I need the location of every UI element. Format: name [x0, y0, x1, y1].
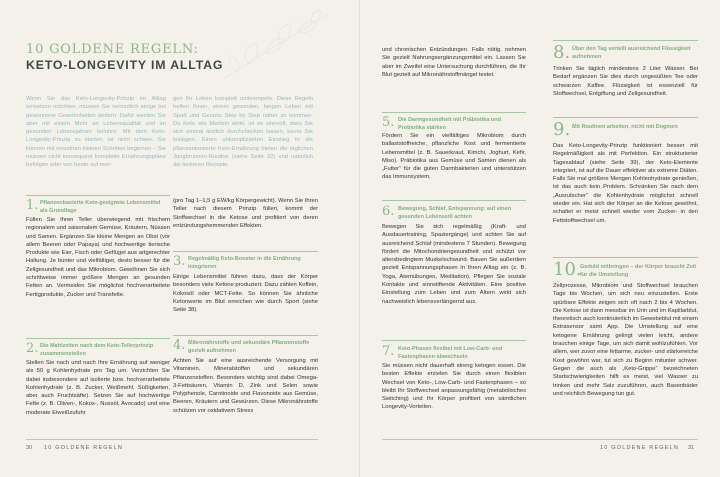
rule-6-number: 6.: [382, 204, 395, 219]
rule-1-heading: Pflanzenbasierte Keto-geeignete Lebensmittel als Grundlage: [40, 200, 161, 214]
rule-divider: [26, 338, 170, 339]
rule-7-text: Sie müssen nicht dauerhaft streng ketogen essen. Die besten Effekte erzielen Sie durch einen flexiblen Wechsel von Keto-, Low-Carb- und Fastenphasen – so bleibt Ihr Stoffwechsel anpassungsfähig (metabolisches Switching) und Ihr Körper profitiert von sämtlichen Longevity-Vorteilen.: [382, 363, 526, 411]
leaf-branch-icon: [220, 8, 335, 83]
rule-4-heading: Mikronährstoffe und sekundäre Pflanzenstoffe gezielt aufnehmen: [188, 340, 310, 354]
rule-3-heading: Regelmäßig Keto-Booster in die Ernährung integrieren: [188, 256, 301, 270]
rule-divider: [26, 195, 170, 196]
intro-text-col2: gen Ihr Leben komplett umkrempeln. Diese Regeln helfen Ihnen, einem gesunden, langen Leben mit Spaß und Genuss Step by Step näher zu kommen. Da Keto wie Medizin wirkt, ist es sinnvoll, dass Sie sich einmal ärztlich durchchecken lassen, bevor Sie loslegen. Einen unkomplizierten Einstieg in die pflanzenbasierte Keto-Ernährung bieten die täglichen Jungbrunnen-Routine (siehe Seite 32) und natürlich die leckeren Rezepte.: [173, 96, 313, 169]
rule-6-text: Bewegen Sie sich regelmäßig (Kraft- und Ausdauertraining, Spaziergänge) und achten Sie auf ausreichend Schlaf (mindestens 7 Stunden). Bewegung fördert die Mitochondriengesundheit und schützt vor altersbedingtem Muskelschwund. Bauen Sie außerdem gezielt Entspannungsphasen in Ihren Alltag ein (z. B. Yoga, Atemübungen, Meditation). Pflegen Sie soziale Kontakte und sinnstiftende Aktivitäten. Eine positive Einstellung zum Leben und zum Altern wirkt sich nachweislich lebensverlängernd aus.: [382, 224, 526, 305]
rule-5-heading: Die Darmgesundheit mit Präbiotika und Probiotika stärken: [398, 117, 501, 131]
rule-divider: [173, 335, 318, 336]
rule-4-text: Achten Sie auf eine ausreichende Versorgung mit Vitaminen, Mineralstoffen und sekundären Pflanzenstoffen. Besonders wichtig sind dabei Omega-3-Fettsäuren, Vitamin D, Zink und Selen sowie Polyphenole, Carotinoide und Flavonoide aus Gemüse, Beeren, Kräutern und Gewürzen. Diese Mikronährstoffe schützen vor oxidativem Stress: [173, 358, 318, 414]
rule-8-heading: Über den Tag verteilt ausreichend Flüssigkeit aufnehmen: [572, 46, 691, 60]
rule-2-text: Stellen Sie nach und nach Ihre Ernährung auf weniger als 50 g Kohlenhydrate pro Tag um. Verzichten Sie dabei insbesondere auf isolierte bzw. hochverarbeitete Kohlenhydrate (z. B. Zucker, Weißmehl, Süßigkeiten, aber auch Fruchtsäfte). Setzen Sie auf hochwertige Fette (z. B. Oliven-, Kokos-, Nussöl, Avocado) und eine moderate Eiweißzufuhr: [26, 360, 170, 416]
intro-text-col1: Wenn Sie das Keto-Longevity-Prinzip im Alltag umsetzen möchten, müssen Sie vermutlich einige bei gewonnene Gewohnheiten ändern. Dafür werden Sie aber mit einem Mehr an Lebensqualität und an gesunden Lebensjahren belohnt. Mit dem Keto-Longevity-Prinzip zu starten, ist nicht schwer. Sie können mit einzelnen kleinen Schritten beginnen – Sie müssen nicht konsequent komplette Ernährungspläne befolgen oder von heute auf mor-: [26, 96, 166, 169]
rule-5-number: 5.: [382, 115, 395, 130]
rule-10-number: 10.: [553, 259, 582, 280]
rule-1-text: Füllen Sie Ihren Teller überwiegend mit frischem regionalem und saisonalem Gemüse, Kräutern, Nüssen und Samen. Ergänzen Sie kleine Mengen an Obst (vor allem Beeren oder Papaya) und hochwertige tierische Produkte wie Eier, Fisch oder Geflügel aus artgerechter Haltung. Je bunter und vielfältiger, desto besser für die Zellgesundheit und das Mikrobiom. Gewöhnen Sie sich schrittweise immer größere Mengen an gesunden Fetten an. Vermeiden Sie möglichst hochverarbeitete Fertigprodukte, Zucker und Transfette.: [26, 217, 170, 298]
rule-3-text: Einige Lebensmittel führen dazu, dass der Körper besonders viele Ketone produziert. Dazu zählen Koffein, Kokosöl oder MCT-Fette. So können Sie ähnliche Ketonwerte im Blut erreichen wie durch Sport (siehe Seite 38).: [173, 274, 318, 314]
rule-8-number: 8.: [553, 42, 571, 63]
rule-2-continued-text: (pro Tag 1–1,5 g EW/kg Körpergewicht). Wenn Sie Ihren Teller nach diesem Prinzip füllen, kommt der Stoffwechsel in die Ketose und profitiert von deren entzündungshemmenden Effekten.: [173, 198, 318, 229]
rule-7-number: 7.: [382, 344, 395, 359]
rule-2-heading: Die Mahlzeiten nach dem Keto-Tellerprinzip zusammenstellen: [40, 343, 154, 357]
rule-divider: [382, 340, 526, 341]
rule-9-number: 9.: [553, 119, 571, 140]
rule-9-text: Das Keto-Longevity-Prinzip funktioniert besser mit Regelmäßigkeit als mit Perfektion. Ein strukturierter Tagesablauf (siehe Seite 39), der Keto-Elemente integriert, ist auf die Dauer effektiver als extreme Diäten. Falls Sie mal größere Mengen Kohlenhydrate genießen, ist das auch kein Problem. Schränken Sie nach dem „Ausrutscher“ die Kohlenhydrate möglichst schnell wieder ein. Hat sich der Körper an die Ketose gewöhnt, schaltet er meist schnell wieder vom Zucker- in den Fettstoffwechsel um.: [553, 143, 698, 224]
page-number: 30: [26, 445, 33, 451]
rule-divider: [382, 200, 526, 201]
rule-9-heading: Mit Routinen arbeiten, nicht mit Dogmen: [572, 124, 678, 130]
rule-10-heading: Geduld mitbringen – der Körper braucht Zeit für die Umstellung: [580, 264, 697, 278]
rule-2-number: 2.: [26, 341, 39, 356]
page-number: 31: [688, 445, 695, 451]
rule-divider: [553, 40, 698, 41]
rule-3-number: 3.: [173, 254, 186, 269]
rule-5-text: Fördern Sie ein vielfältiges Mikrobiom durch ballaststoffreiche, pflanzliche Kost und fermentierte Lebensmittel (z. B. Sauerkraut, Kimchi, Joghurt, Kefir, Miso). Präbiotika aus Gemüse und Samen dienen als „Futter“ für die guten Darmbakterien und unterstützen das Immunsystem.: [382, 133, 526, 181]
rule-7-heading: Keto-Phasen flexibel mit Low-Carb- und Fastenphasen abwechseln: [398, 346, 503, 360]
footer-rule: [26, 439, 318, 440]
rule-1-number: 1.: [26, 198, 39, 213]
running-footer: 10 GOLDENE REGELN: [44, 445, 124, 451]
page-title-line2: KETO-LONGEVITY IM ALLTAG: [26, 58, 224, 72]
right-page: [360, 0, 720, 477]
rule-4-number: 4.: [173, 338, 186, 353]
rule-divider: [173, 251, 318, 252]
rule-10-text: Zellprozesse, Mikrobiom und Stoffwechsel brauchen Tage bis Wochen, um sich neu einzustellen. Erste spürbare Effekte zeigen sich oft nach 2 bis 4 Wochen. Die Ketose ist dann messbar im Urin und im Kapillarblut, theoretisch auch kontinuierlich im Gewebeblut mit einem Extrasensor samt App. Die Umstellung auf eine ketogene Ernährung gelingt vielen leicht, andere brauchen einige Tage, um sich damit wohlzufühlen. Vor allem, wer zuvor eine fettarme, zucker- und stärkereiche Kost gewöhnt war, tut sich zu Beginn mitunter schwer. Gegen die auch als „Keto-Grippe“ bezeichneten Startschwierigkeiten hilft es meist, viel Wasser zu trinken und mehr Salz zuzuführen, auch Basenbäder und reichlich Bewegung tun gut.: [553, 283, 698, 397]
rule-4-continued-text: und chronischen Entzündungen. Falls nötig, nehmen Sie gezielt Nahrungsergänzungsmittel ein. Lassen Sie aber im Zweifel eine Untersuchung durchführen, die Ihr Blut gezielt auf Mikronährstoffmängel testet.: [382, 47, 526, 78]
running-footer: 10 GOLDENE REGELN: [600, 445, 680, 451]
rule-divider: [553, 117, 698, 118]
rule-divider: [553, 257, 698, 258]
rule-divider: [382, 112, 526, 113]
rule-6-heading: Bewegung, Schlaf, Entspannung: auf einen gesunden Lebensstil achten: [398, 206, 512, 220]
rule-8-text: Trinken Sie täglich mindestens 2 Liter Wasser. Bei Bedarf ergänzen Sie dies durch ungesüßten Tee oder schwarzen Kaffee. Flüssigkeit ist essenziell für Stoffwechsel, Entgiftung und Zellgesundheit.: [553, 66, 698, 97]
page-title-line1: 10 GOLDENE REGELN:: [26, 42, 199, 57]
footer-rule: [382, 439, 698, 440]
